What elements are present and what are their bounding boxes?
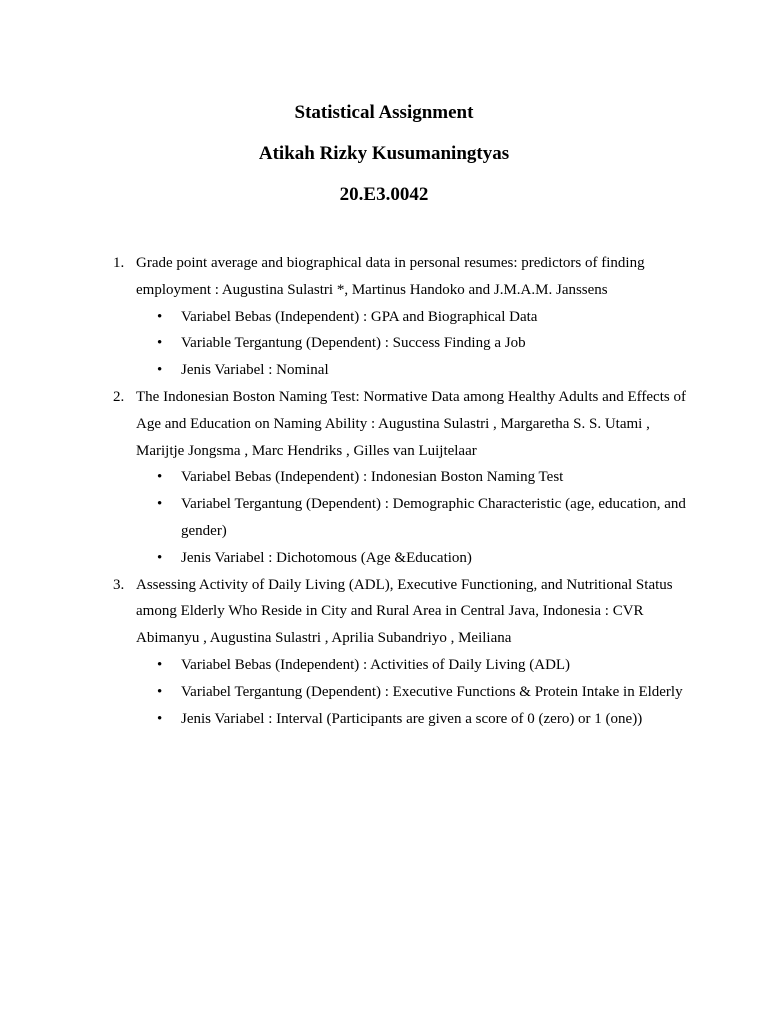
variable-text: Jenis Variabel : Dichotomous (Age &Education)	[181, 549, 472, 566]
variable-text: Jenis Variabel : Nominal	[181, 362, 329, 379]
document-header	[0, 92, 768, 215]
variable-text: Variabel Bebas (Independent) : Activities of Daily Living (ADL)	[181, 656, 571, 673]
paper-item-1	[113, 250, 688, 384]
paper-title: Assessing Activity of Daily Living (ADL), Executive Functioning, and Nutritional Status among Elderly Who Reside in City and Rural Area in Central Java, Indonesia : CVR Abimanyu , Augustina Sulastri , Aprilia Subandriyo , Meiliana	[136, 576, 673, 647]
variable-list	[136, 464, 688, 571]
bullet-icon: •	[157, 308, 163, 325]
variable-text: Jenis Variabel : Interval (Participants are given a score of 0 (zero) or 1 (one))	[181, 710, 643, 727]
variable-item	[157, 357, 688, 384]
document-body	[113, 250, 688, 732]
variable-item	[157, 464, 688, 491]
student-id: 20.E3.0042	[339, 184, 429, 205]
paper-item-3	[113, 572, 688, 733]
author-name: Atikah Rizky Kusumaningtyas	[258, 143, 510, 164]
variable-list	[136, 652, 688, 732]
item-number: 1.	[113, 255, 125, 271]
item-number: 3.	[113, 576, 125, 593]
variable-text: Variabel Tergantung (Dependent) : Executive Functions & Protein Intake in Elderly	[181, 683, 683, 700]
bullet-icon: •	[157, 656, 163, 673]
paper-item-2	[113, 384, 688, 572]
variable-list	[136, 304, 688, 384]
bullet-icon: •	[157, 469, 163, 486]
paper-title: The Indonesian Boston Naming Test: Normative Data among Healthy Adults and Effects of Age and Education on Naming Ability : Augustina Sulastri , Margaretha S. S. Utami , Marijtje Jongsma , Marc Hendriks , Gilles van Luijtelaar	[136, 388, 686, 459]
bullet-icon: •	[157, 710, 163, 727]
paper-title: Grade point average and biographical data in personal resumes: predictors of finding employment : Augustina Sulastri *, Martinus Handoko and J.M.A.M. Janssens	[136, 255, 645, 298]
item-number: 2.	[113, 388, 125, 405]
paper-list	[113, 250, 688, 732]
variable-text: Variabel Bebas (Independent) : GPA and Biographical Data	[181, 308, 538, 325]
variable-item	[157, 679, 688, 706]
bullet-icon: •	[157, 496, 163, 513]
bullet-icon: •	[157, 335, 163, 352]
variable-item	[157, 706, 688, 733]
variable-item	[157, 491, 688, 545]
variable-item	[157, 545, 688, 572]
variable-item	[157, 652, 688, 679]
variable-text: Variabel Tergantung (Dependent) : Demographic Characteristic (age, education, and gender)	[181, 496, 686, 539]
variable-item	[157, 304, 688, 331]
document-title: Statistical Assignment	[294, 102, 474, 123]
bullet-icon: •	[157, 549, 163, 566]
variable-text: Variabel Bebas (Independent) : Indonesian Boston Naming Test	[181, 469, 564, 486]
bullet-icon: •	[157, 683, 163, 700]
variable-text: Variable Tergantung (Dependent) : Success Finding a Job	[181, 335, 526, 352]
variable-item	[157, 330, 688, 357]
bullet-icon: •	[157, 362, 163, 379]
